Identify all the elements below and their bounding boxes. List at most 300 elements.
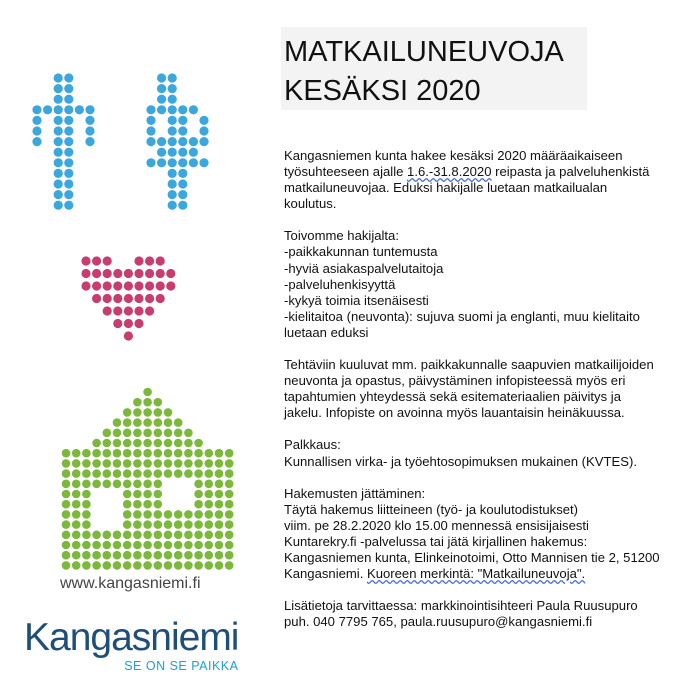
dot [205, 531, 214, 540]
dot [82, 531, 91, 540]
dot [178, 105, 187, 114]
dot [143, 408, 152, 417]
dot [178, 190, 187, 199]
dot [103, 561, 112, 570]
dot [72, 561, 81, 570]
dot [215, 541, 224, 550]
dot [54, 116, 63, 125]
dot [189, 137, 198, 146]
dot [168, 201, 177, 210]
dot [225, 480, 234, 489]
dot [154, 469, 163, 478]
dot [194, 531, 203, 540]
dot [205, 480, 214, 489]
title-line-2: KESÄKSI 2020 [284, 75, 481, 107]
dot [143, 429, 152, 438]
dot [124, 281, 133, 290]
dot [123, 520, 132, 529]
dot [174, 531, 183, 540]
dot [154, 490, 163, 499]
dot [92, 480, 101, 489]
application-text: Kangasniemi. [284, 566, 367, 582]
dot [103, 459, 112, 468]
dot [215, 510, 224, 519]
dot [225, 561, 234, 570]
dot [205, 551, 214, 560]
dot [123, 439, 132, 448]
requirements-heading: Toivomme hakijalta: [284, 228, 399, 244]
dot [154, 429, 163, 438]
dot [184, 531, 193, 540]
dot [168, 95, 177, 104]
dot [113, 439, 122, 448]
dot [194, 469, 203, 478]
dot [72, 459, 81, 468]
dot [92, 459, 101, 468]
dot [62, 551, 71, 560]
dot [143, 490, 152, 499]
dot [134, 319, 143, 328]
dot [154, 541, 163, 550]
requirement-item: luetaan eduksi [284, 324, 369, 340]
dot [205, 459, 214, 468]
dot [123, 551, 132, 560]
dot [164, 418, 173, 427]
dot [64, 190, 73, 199]
dot [156, 294, 165, 303]
dot [178, 158, 187, 167]
dot [143, 388, 152, 397]
dot [156, 256, 165, 265]
dot [113, 269, 122, 278]
intro-line: Kangasniemen kunta hakee kesäksi 2020 määräaikaiseen [284, 148, 623, 163]
dot [168, 105, 177, 114]
dot [194, 551, 203, 560]
dot [134, 306, 143, 315]
intro-text: työsuhteeseen ajalle [284, 164, 408, 180]
dot [174, 520, 183, 529]
dot [184, 469, 193, 478]
dot [145, 256, 154, 265]
dot [146, 116, 155, 125]
dot [124, 331, 133, 340]
dot [123, 408, 132, 417]
dot [92, 469, 101, 478]
dot [184, 541, 193, 550]
dot [103, 269, 112, 278]
dot [92, 281, 101, 290]
dot [103, 439, 112, 448]
dot [174, 449, 183, 458]
dot [113, 319, 122, 328]
dot [72, 490, 81, 499]
dot [54, 201, 63, 210]
dot [168, 84, 177, 93]
dot [62, 520, 71, 529]
dot [189, 158, 198, 167]
dot [225, 520, 234, 529]
dot [225, 490, 234, 499]
dot [164, 520, 173, 529]
dot [189, 105, 198, 114]
dot [123, 429, 132, 438]
dot [113, 561, 122, 570]
dot [178, 169, 187, 178]
dot [143, 449, 152, 458]
dot [133, 531, 142, 540]
dot [62, 531, 71, 540]
dot [54, 190, 63, 199]
dot [133, 510, 142, 519]
dot [113, 480, 122, 489]
salary-text: Kunnallisen virka- ja työehtosopimuksen mukainen (KVTES). [284, 453, 637, 469]
dot [143, 439, 152, 448]
dot [199, 116, 208, 125]
dot [62, 469, 71, 478]
dot [54, 73, 63, 82]
dot [72, 510, 81, 519]
dot [225, 469, 234, 478]
dot [164, 439, 173, 448]
dot [123, 490, 132, 499]
title-line-1: MATKAILUNEUVOJA [284, 36, 564, 68]
dot [166, 281, 175, 290]
requirement-item: -hyviä asiakaspalvelutaitoja [284, 260, 444, 276]
dot [225, 510, 234, 519]
dot [215, 531, 224, 540]
dot [174, 418, 183, 427]
requirement-item: -paikkakunnan tuntemusta [284, 244, 438, 260]
dot [157, 137, 166, 146]
dot [113, 531, 122, 540]
application-line: Kangasniemen kunta, Elinkeinotoimi, Otto Mannisen tie 2, 51200 [284, 549, 660, 565]
dot [154, 418, 163, 427]
dot [64, 95, 73, 104]
dot [178, 148, 187, 157]
dot [113, 281, 122, 290]
dot [189, 148, 198, 157]
dot [133, 551, 142, 560]
dot [64, 126, 73, 135]
dot [133, 500, 142, 509]
dot [168, 190, 177, 199]
dot [103, 531, 112, 540]
dot [154, 531, 163, 540]
dot [64, 137, 73, 146]
dot [54, 84, 63, 93]
dot [145, 294, 154, 303]
dot [54, 126, 63, 135]
application-heading: Hakemusten jättäminen: [284, 485, 426, 501]
dot [85, 105, 94, 114]
dot [82, 469, 91, 478]
dot [154, 439, 163, 448]
dot [72, 469, 81, 478]
dot [81, 281, 90, 290]
dot [64, 169, 73, 178]
duties-line: Tehtäviin kuuluvat mm. paikkakunnalle saapuvien matkailijoiden [284, 357, 654, 373]
dot [225, 541, 234, 550]
dot [184, 561, 193, 570]
dot [143, 459, 152, 468]
dot [32, 105, 41, 114]
dot [184, 520, 193, 529]
dot [154, 510, 163, 519]
duties-line: neuvonta ja opastus, päivystäminen infopisteessä myös eri [284, 373, 626, 389]
dot [194, 439, 203, 448]
intro-paragraph [284, 148, 688, 212]
dot [113, 459, 122, 468]
dot [54, 95, 63, 104]
dot [124, 269, 133, 278]
dot [154, 551, 163, 560]
dot [205, 541, 214, 550]
dot [174, 439, 183, 448]
dot [157, 105, 166, 114]
intro-line: matkailuneuvojaa. Eduksi hakijalle luetaan matkailualan [284, 180, 608, 196]
employment-period: 1.6.-31.8.2020 [407, 164, 492, 180]
dot [184, 429, 193, 438]
dot [184, 439, 193, 448]
dot [178, 201, 187, 210]
dot [64, 116, 73, 125]
dot [103, 551, 112, 560]
dot [215, 561, 224, 570]
dot [133, 398, 142, 407]
dot [194, 561, 203, 570]
dot [174, 510, 183, 519]
dot [124, 294, 133, 303]
contact-line: puh. 040 7795 765, paula.ruusupuro@kangasniemi.fi [284, 614, 593, 630]
dot [54, 158, 63, 167]
dot [215, 490, 224, 499]
dot [133, 469, 142, 478]
dot [205, 469, 214, 478]
website-url: www.kangasniemi.fi [60, 575, 201, 592]
dot [133, 429, 142, 438]
dot [82, 561, 91, 570]
dot [145, 269, 154, 278]
dot [85, 126, 94, 135]
dot [82, 520, 91, 529]
dot [92, 439, 101, 448]
envelope-marking: Kuoreen merkintä: "Matkailuneuvoja". [366, 566, 586, 582]
intro-line: koulutus. [284, 196, 337, 212]
brand-name: Kangasniemi [24, 616, 239, 659]
dot [82, 480, 91, 489]
dot [194, 490, 203, 499]
dot [194, 520, 203, 529]
duties-line: tapahtumien yhteydessä sekä esitemateriaalien päivitys ja [284, 389, 621, 405]
dot [166, 269, 175, 278]
dot [123, 561, 132, 570]
dot [157, 84, 166, 93]
dot [143, 469, 152, 478]
dot [72, 531, 81, 540]
dot [143, 531, 152, 540]
dot [54, 169, 63, 178]
application-line: Kuntarekry.fi -palvelussa tai jätä kirjallinen hakemus: [284, 533, 588, 549]
dot [62, 541, 71, 550]
duties-section [284, 357, 688, 421]
dot [81, 269, 90, 278]
dot [103, 429, 112, 438]
dot [92, 269, 101, 278]
dot [143, 398, 152, 407]
dot [62, 500, 71, 509]
dot [154, 459, 163, 468]
dot [225, 531, 234, 540]
dot [64, 148, 73, 157]
dot [164, 459, 173, 468]
dot [62, 480, 71, 489]
dot [123, 541, 132, 550]
dot [215, 449, 224, 458]
salary-section [284, 437, 688, 469]
dot [205, 510, 214, 519]
requirements-section [284, 228, 688, 341]
dot [178, 179, 187, 188]
dot [168, 137, 177, 146]
dot [164, 561, 173, 570]
dot [64, 84, 73, 93]
dot [174, 469, 183, 478]
dot [184, 551, 193, 560]
dot-art-illustration [0, 0, 280, 580]
dot [164, 510, 173, 519]
dot [215, 459, 224, 468]
contact-line: Lisätietoja tarvittaessa: markkinointisihteeri Paula Ruusupuro [284, 598, 638, 614]
dot [164, 541, 173, 550]
dot [133, 561, 142, 570]
dot [205, 520, 214, 529]
requirement-item: -palveluhenkisyyttä [284, 276, 396, 292]
dot [133, 449, 142, 458]
dot [103, 256, 112, 265]
dot [168, 158, 177, 167]
dot [123, 449, 132, 458]
dot [174, 429, 183, 438]
dot [143, 418, 152, 427]
dot [82, 449, 91, 458]
dot [168, 179, 177, 188]
dot [164, 531, 173, 540]
requirement-item: -kykyä toimia itsenäisesti [284, 292, 429, 308]
dot [124, 306, 133, 315]
people-dot-figures [32, 73, 208, 209]
dot [92, 449, 101, 458]
dot [143, 510, 152, 519]
dot [146, 158, 155, 167]
dot [199, 158, 208, 167]
dot [72, 500, 81, 509]
dot [72, 551, 81, 560]
dot [72, 541, 81, 550]
house-dot-figure [62, 388, 234, 570]
dot [215, 551, 224, 560]
dot [184, 510, 193, 519]
dot [145, 306, 154, 315]
dot [215, 520, 224, 529]
dot [194, 449, 203, 458]
dot [168, 169, 177, 178]
dot [143, 520, 152, 529]
dot [154, 398, 163, 407]
dot [92, 551, 101, 560]
dot [85, 116, 94, 125]
dot [157, 73, 166, 82]
dot [103, 449, 112, 458]
dot [64, 179, 73, 188]
dot [154, 408, 163, 417]
dot [54, 148, 63, 157]
dot [194, 459, 203, 468]
dot [54, 105, 63, 114]
dot [92, 294, 101, 303]
dot [64, 201, 73, 210]
dot [133, 541, 142, 550]
dot [123, 459, 132, 468]
dot [194, 510, 203, 519]
dot [184, 459, 193, 468]
dot [174, 561, 183, 570]
application-line [284, 566, 688, 582]
dot [174, 459, 183, 468]
dot [64, 158, 73, 167]
dot [199, 137, 208, 146]
dot [62, 561, 71, 570]
dot [82, 459, 91, 468]
dot [62, 449, 71, 458]
dot [113, 418, 122, 427]
dot [194, 480, 203, 489]
dot [154, 480, 163, 489]
dot [143, 500, 152, 509]
dot [92, 561, 101, 570]
dot [143, 541, 152, 550]
intro-line [284, 164, 688, 180]
dot [164, 408, 173, 417]
dot [113, 429, 122, 438]
dot [143, 551, 152, 560]
duties-line: jakelu. Infopiste on avoinna myös lauantaisin heinäkuussa. [284, 405, 625, 421]
dot [92, 541, 101, 550]
dot [133, 490, 142, 499]
dot [32, 116, 41, 125]
dot [164, 551, 173, 560]
dot [168, 126, 177, 135]
dot [85, 137, 94, 146]
dot [123, 418, 132, 427]
dot [215, 469, 224, 478]
brand-slogan: SE ON SE PAIKKA [124, 659, 239, 673]
dot [103, 281, 112, 290]
dot [157, 158, 166, 167]
dot [225, 459, 234, 468]
brand-logo [24, 618, 238, 673]
application-section [284, 486, 688, 583]
dot [194, 541, 203, 550]
dot [143, 480, 152, 489]
dot [103, 469, 112, 478]
dot [225, 500, 234, 509]
dot [168, 148, 177, 157]
dot [225, 449, 234, 458]
dot [133, 408, 142, 417]
dot [133, 459, 142, 468]
dot [103, 306, 112, 315]
page-title [284, 33, 564, 111]
